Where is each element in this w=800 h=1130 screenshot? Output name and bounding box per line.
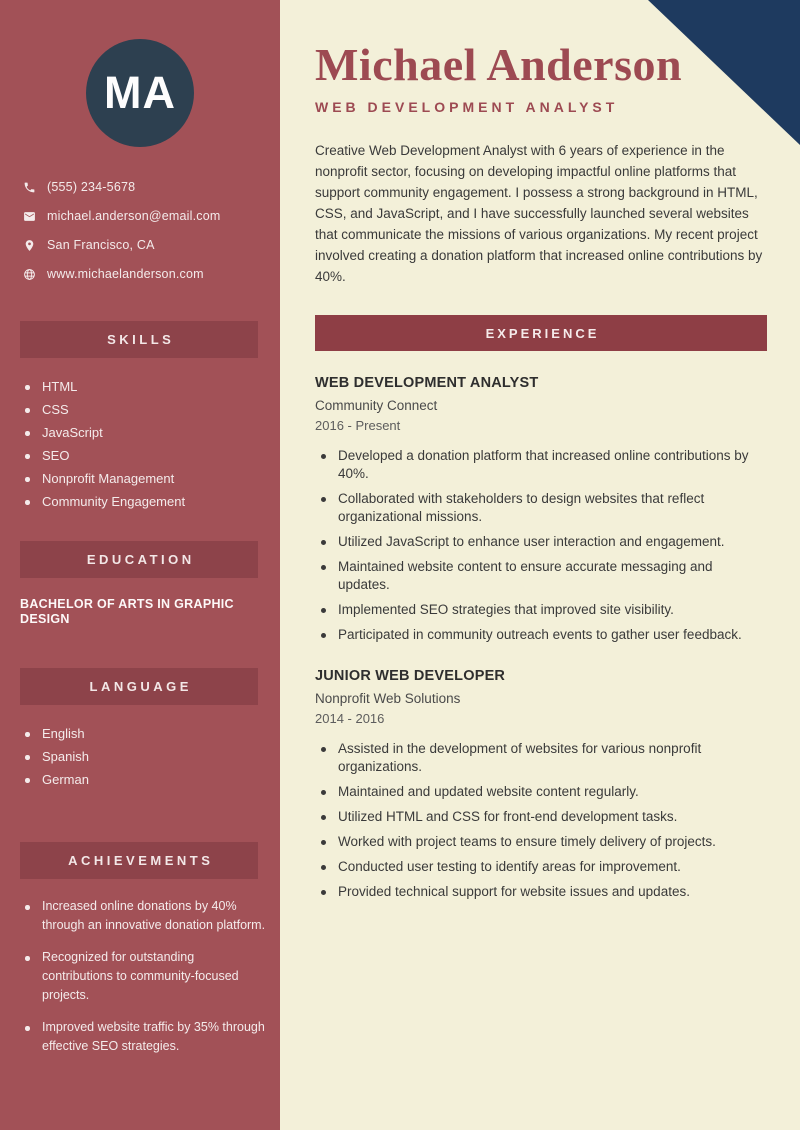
job-bullet-list bbox=[315, 740, 767, 901]
phone-number: (555) 234-5678 bbox=[47, 180, 136, 194]
skill-item: JavaScript bbox=[25, 421, 268, 444]
language-item: Spanish bbox=[25, 745, 268, 768]
job-dates: 2016 - Present bbox=[315, 418, 401, 433]
skill-item: Nonprofit Management bbox=[25, 467, 268, 490]
job-bullet: Participated in community outreach events to gather user feedback. bbox=[320, 626, 767, 644]
job-bullet: Maintained website content to ensure accurate messaging and updates. bbox=[320, 558, 767, 594]
job-bullet: Collaborated with stakeholders to design websites that reflect organizational missions. bbox=[320, 490, 767, 526]
job-bullet: Utilized JavaScript to enhance user interaction and engagement. bbox=[320, 533, 767, 551]
main-content bbox=[280, 0, 800, 1130]
person-job-title: WEB DEVELOPMENT ANALYST bbox=[315, 99, 619, 115]
skill-item: Community Engagement bbox=[25, 490, 268, 513]
section-header-education: EDUCATION bbox=[20, 541, 258, 578]
skills-list bbox=[0, 375, 280, 513]
skill-item: CSS bbox=[25, 398, 268, 421]
job-bullet: Worked with project teams to ensure timely delivery of projects. bbox=[320, 833, 767, 851]
contact-row-website bbox=[22, 264, 270, 284]
profile-summary: Creative Web Development Analyst with 6 years of experience in the nonprofit sector, focusing on developing impactful online platforms that support community engagement. I possess a strong background in HTML, CSS, and JavaScript, and I have successfully launched several websites that communicate the missions of various organizations. My recent project involved creating a donation platform that increased online contributions by 40%. bbox=[315, 143, 763, 284]
globe-icon bbox=[22, 267, 36, 281]
email-address[interactable]: michael.anderson@email.com bbox=[47, 209, 221, 223]
section-header-language: LANGUAGE bbox=[20, 668, 258, 705]
contact-list bbox=[0, 177, 280, 284]
achievement-item: Recognized for outstanding contributions to community-focused projects. bbox=[25, 948, 266, 1005]
job-bullet-list bbox=[315, 447, 767, 644]
person-name: Michael Anderson bbox=[315, 39, 683, 90]
achievements-list bbox=[0, 897, 280, 1056]
job-entry bbox=[315, 375, 767, 644]
skill-item: SEO bbox=[25, 444, 268, 467]
job-bullet: Implemented SEO strategies that improved site visibility. bbox=[320, 601, 767, 619]
contact-row-email bbox=[22, 206, 270, 226]
section-header-skills: SKILLS bbox=[20, 321, 258, 358]
section-header-experience: EXPERIENCE bbox=[315, 315, 767, 351]
contact-row-phone bbox=[22, 177, 270, 197]
job-company: Community Connect bbox=[315, 398, 438, 413]
email-icon bbox=[22, 209, 36, 223]
contact-row-location bbox=[22, 235, 270, 255]
avatar-initials: MA bbox=[104, 67, 176, 118]
job-bullet: Assisted in the development of websites for various nonprofit organizations. bbox=[320, 740, 767, 776]
avatar bbox=[86, 39, 194, 147]
job-entry bbox=[315, 668, 767, 901]
job-bullet: Provided technical support for website issues and updates. bbox=[320, 883, 767, 901]
language-item: German bbox=[25, 768, 268, 791]
language-list bbox=[0, 722, 280, 791]
job-bullet: Utilized HTML and CSS for front-end development tasks. bbox=[320, 808, 767, 826]
phone-icon bbox=[22, 180, 36, 194]
website-url[interactable]: www.michaelanderson.com bbox=[47, 267, 204, 281]
skill-item: HTML bbox=[25, 375, 268, 398]
job-title: JUNIOR WEB DEVELOPER bbox=[315, 668, 506, 684]
achievement-item: Improved website traffic by 35% through effective SEO strategies. bbox=[25, 1018, 266, 1056]
job-company: Nonprofit Web Solutions bbox=[315, 691, 461, 706]
job-bullet: Developed a donation platform that increased online contributions by 40%. bbox=[320, 447, 767, 483]
section-header-achievements: ACHIEVEMENTS bbox=[20, 842, 258, 879]
location-icon bbox=[22, 238, 36, 252]
job-dates: 2014 - 2016 bbox=[315, 711, 385, 726]
job-bullet: Maintained and updated website content regularly. bbox=[320, 783, 767, 801]
education-degree: BACHELOR OF ARTS IN GRAPHIC DESIGN bbox=[20, 597, 234, 626]
job-title: WEB DEVELOPMENT ANALYST bbox=[315, 375, 539, 391]
sidebar bbox=[0, 0, 280, 1130]
language-item: English bbox=[25, 722, 268, 745]
location-text: San Francisco, CA bbox=[47, 238, 155, 252]
achievement-item: Increased online donations by 40% through an innovative donation platform. bbox=[25, 897, 266, 935]
job-bullet: Conducted user testing to identify areas for improvement. bbox=[320, 858, 767, 876]
